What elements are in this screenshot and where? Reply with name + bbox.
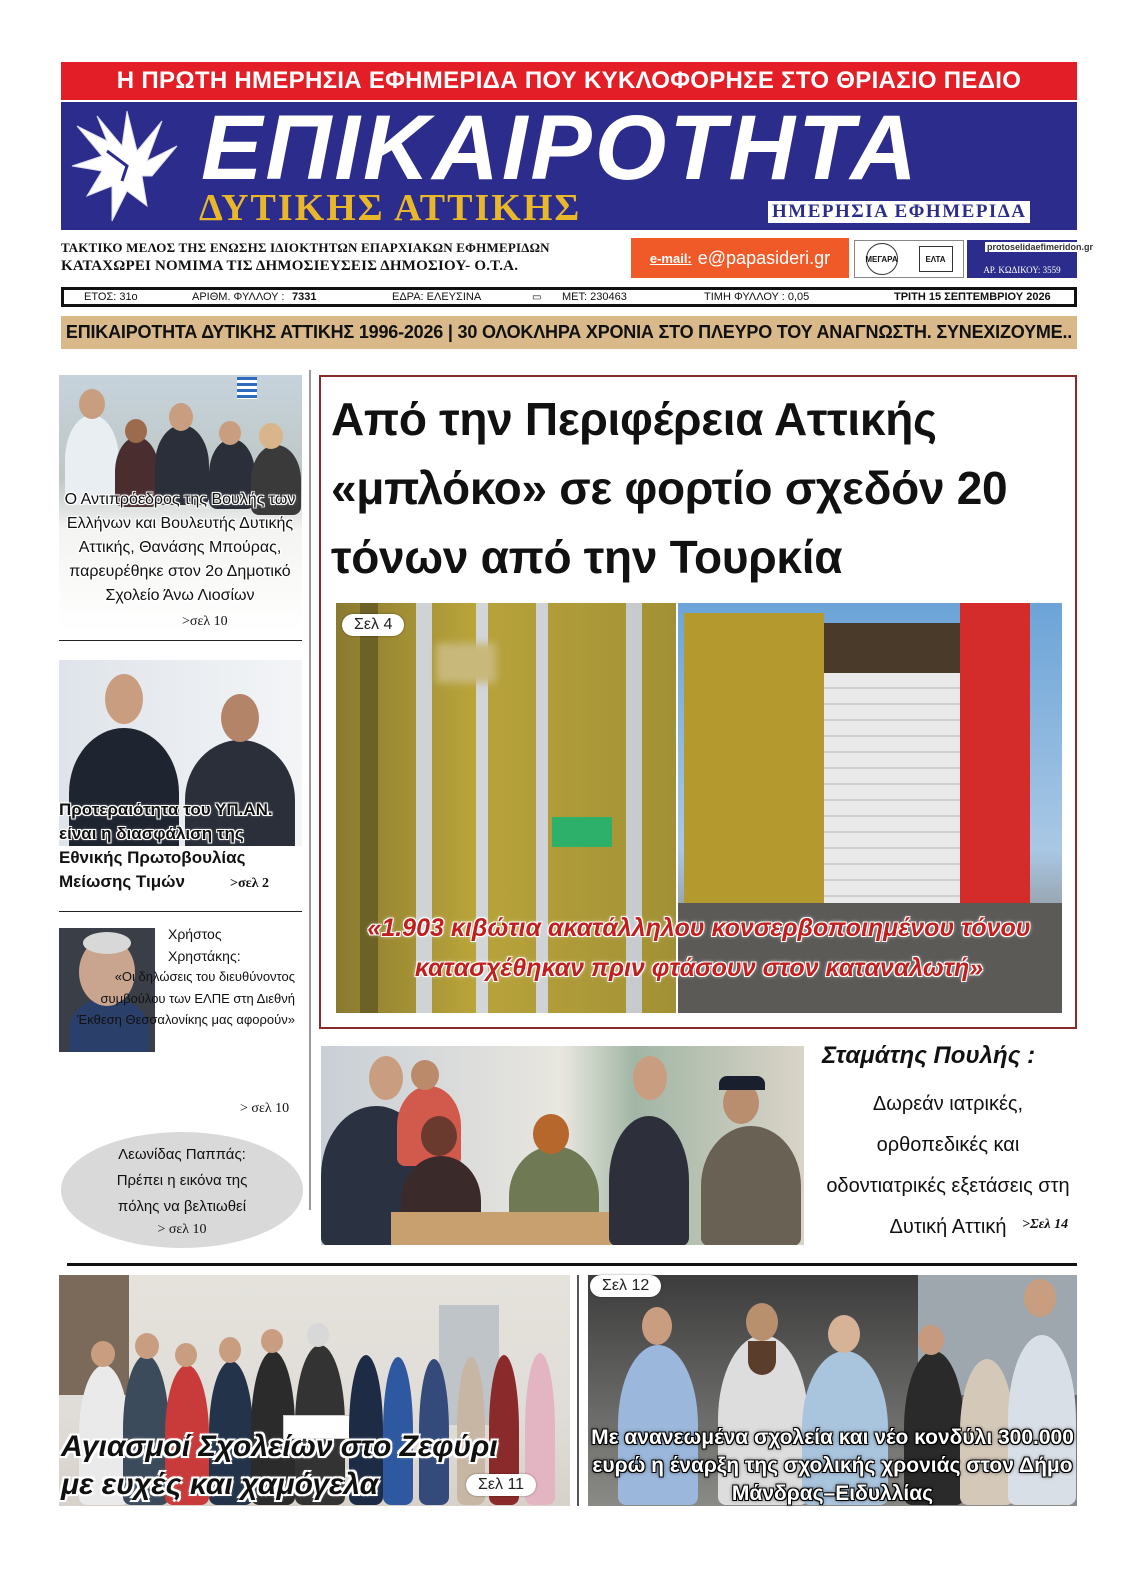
masthead-title: ΕΠΙΚΑΙΡΟΤΗΤΑ: [201, 102, 920, 199]
story2-caption: Προτεραιότητα του ΥΠ.ΑΝ. είναι η διασφάλιση της Εθνικής Πρωτοβουλίας Μείωσης Τιμών: [59, 800, 273, 891]
column-divider: [309, 370, 311, 1210]
masthead-member-line2: ΚΑΤΑΧΩΡΕΙ ΝΟΜΙΜΑ ΤΙΣ ΔΗΜΟΣΙΕΥΣΕΙΣ ΔΗΜΟΣΙΟΥ- Ο.Τ.Α.: [61, 258, 519, 274]
info-date: ΤΡΙΤΗ 15 ΣΕΠΤΕΜΒΡΙΟΥ 2026: [894, 291, 1051, 303]
poulis-text: Δωρεάν ιατρικές, ορθοπεδικές και οδοντιατρικές εξετάσεις στη Δυτική Αττική: [826, 1093, 1070, 1238]
code-number: ΑΡ. ΚΩΔΙΚΟΥ: 3559: [983, 265, 1061, 275]
story4-ref[interactable]: > σελ 10: [157, 1222, 207, 1237]
lead-quote-text: «1.903 κιβώτια ακατάλληλου κονσερβοποιημένου τόνου κατασχέθηκαν πριν φτάσουν στον καταναλωτή»: [367, 914, 1031, 982]
lead-headline[interactable]: Από την Περιφέρεια Αττικής «μπλόκο» σε φορτίο σχεδόν 20 τόνων από την Τουρκία: [331, 393, 1008, 583]
bottom-right-page-pill[interactable]: Σελ 12: [590, 1275, 661, 1297]
story1-caption: Ο Αντιπρόεδρος της Βουλής των Ελλήνων και Βουλευτής Δυτικής Αττικής, Θανάσης Μπούρας, παρευρέθηκε στον 2ο Δημοτικό Σχολείο Άνω Λιοσίων: [64, 491, 296, 604]
eagle-logo-icon: [67, 106, 185, 226]
anniversary-banner-text: ΕΠΙΚΑΙΡΟΤΗΤΑ ΔΥΤΙΚΗΣ ΑΤΤΙΚΗΣ 1996-2026 | 30 ΟΛΟΚΛΗΡΑ ΧΡΟΝΙΑ ΣΤΟ ΠΛΕΥΡΟ ΤΟΥ ΑΝΑΓΝΩΣΤΗ. ΣΥΝΕΧΙΖΟΥΜΕ..: [65, 322, 1073, 342]
lead-quote: [336, 908, 1062, 988]
story1-ref[interactable]: >σελ 10: [182, 614, 228, 629]
lead-page-pill[interactable]: Σελ 4: [342, 614, 404, 636]
story4-oval[interactable]: [61, 1132, 303, 1248]
watermark: protoselidaefimeridon.gr: [987, 242, 1094, 252]
poulis-ref[interactable]: >Σελ 14: [1022, 1217, 1069, 1232]
bottom-left-caption-line2: με ευχές και χαμόγελα: [61, 1468, 379, 1501]
left-divider-2: [59, 911, 302, 912]
info-met: ΜΕΤ: 230463: [562, 291, 627, 303]
email-address[interactable]: e@papasideri.gr: [697, 247, 831, 268]
masthead-title-block: [61, 102, 1077, 230]
story3-quote: «Οι δηλώσεις του διευθύνοντος συμβούλου των ΕΛΠΕ στη Διεθνή Έκθεση Θεσσαλονίκης μας αφορούν»: [77, 969, 295, 1027]
section-divider: [67, 1263, 1077, 1266]
masthead-subtitle: ΔΥΤΙΚΗΣ ΑΤΤΙΚΗΣ: [199, 187, 582, 229]
masthead-slogan-bar: [61, 62, 1077, 100]
info-bar: [61, 287, 1077, 307]
stamp-elta: ΕΛΤΑ: [919, 246, 953, 272]
info-issue: 7331: [292, 291, 317, 303]
poulis-name[interactable]: Σταμάτης Πουλής :: [822, 1042, 1036, 1069]
story3-ref[interactable]: > σελ 10: [240, 1101, 290, 1116]
postage-stamps: [854, 240, 964, 278]
bottom-left-page-pill[interactable]: Σελ 11: [466, 1474, 536, 1496]
info-price: ΤΙΜΗ ΦΥΛΛΟΥ : 0,05: [704, 291, 810, 303]
left-divider-1: [59, 640, 302, 641]
bottom-right-caption: Με ανανεωμένα σχολεία και νέο κονδύλι 300.000 ευρώ η έναρξη της σχολικής χρονιάς στον Δήμο Μάνδρας–Ειδυλλίας: [591, 1426, 1074, 1505]
info-icon: ▭: [532, 291, 542, 303]
story3-name: Χρήστος Χρηστάκης:: [168, 926, 241, 964]
bottom-column-divider: [577, 1275, 579, 1506]
story4-text: Πρέπει η εικόνα της πόλης να βελτιωθεί: [116, 1172, 248, 1215]
story4-name: Λεωνίδας Παππάς:: [118, 1146, 246, 1163]
info-seat: ΕΔΡΑ: ΕΛΕΥΣΙΝΑ: [392, 291, 482, 303]
masthead-daily: ΗΜΕΡΗΣΙΑ ΕΦΗΜΕΡΙΔΑ: [767, 200, 1031, 224]
info-issue-label: ΑΡΙΘΜ. ΦΥΛΛΟΥ :: [192, 291, 285, 303]
story2-ref[interactable]: >σελ 2: [230, 876, 269, 891]
anniversary-banner: [61, 316, 1077, 349]
bottom-left-caption-line1: Αγιασμοί Σχολείων στο Ζεφύρι: [61, 1430, 498, 1463]
email-label: e-mail:: [649, 250, 692, 266]
masthead-slogan: Η ΠΡΩΤΗ ΗΜΕΡΗΣΙΑ ΕΦΗΜΕΡΙΔΑ ΠΟΥ ΚΥΚΛΟΦΟΡΗΣΕ ΣΤΟ ΘΡΙΑΣΙΟ ΠΕΔΙΟ: [116, 67, 1022, 94]
info-year: ΕΤΟΣ: 31ο: [84, 291, 138, 303]
email-box[interactable]: [631, 238, 849, 278]
stamp-megara: ΜΕΓΑΡΑ: [866, 243, 898, 275]
masthead-member-line1: ΤΑΚΤΙΚΟ ΜΕΛΟΣ ΤΗΣ ΕΝΩΣΗΣ ΙΔΙΟΚΤΗΤΩΝ ΕΠΑΡΧΙΑΚΩΝ ΕΦΗΜΕΡΙΔΩΝ: [61, 240, 550, 255]
poulis-photo[interactable]: [321, 1046, 804, 1245]
